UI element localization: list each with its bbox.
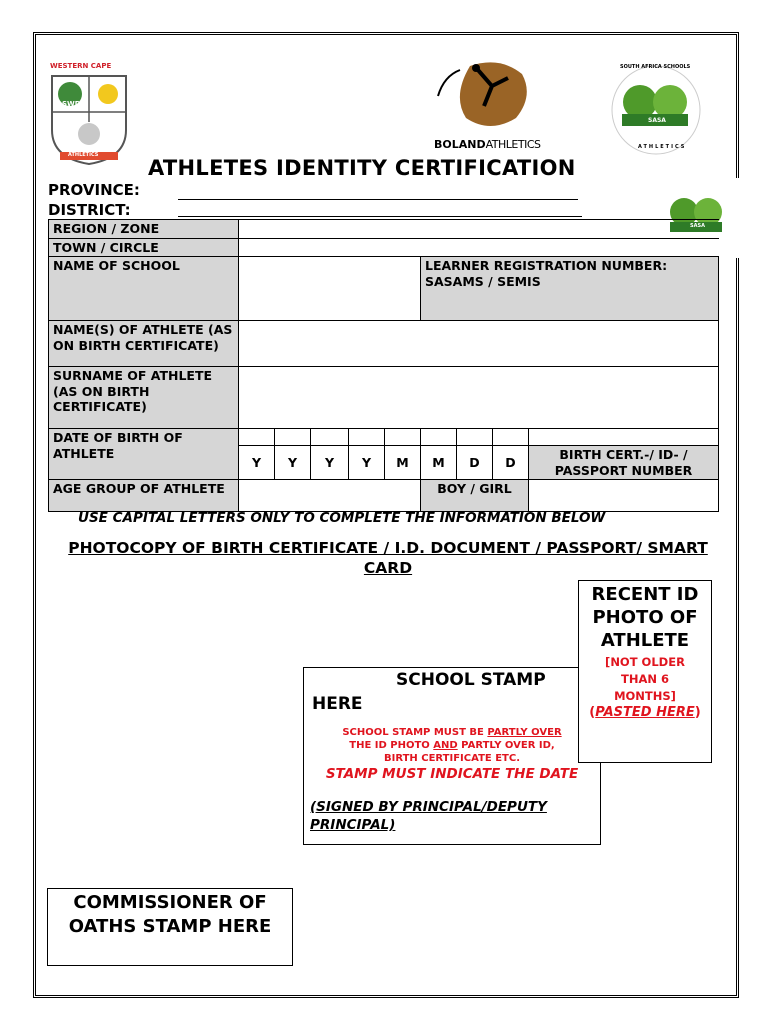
dob-blank[interactable] (421, 429, 457, 446)
district-label: DISTRICT: (48, 201, 131, 219)
dob-digit[interactable]: Y (311, 446, 349, 480)
athlete-form-table (48, 219, 719, 512)
dob-digit[interactable]: D (457, 446, 493, 480)
athlete-surname-field[interactable] (239, 367, 719, 429)
dob-blank[interactable] (239, 429, 275, 446)
id-photo-pasted-note: (PASTED HERE) (589, 705, 701, 720)
commissioner-stamp-label: COMMISSIONER OF OATHS STAMP HERE (68, 892, 272, 937)
sasa-logo-small: SASA (650, 178, 742, 258)
western-cape-logo: WESTERN CAPE SWD ATHLETICS (46, 62, 134, 162)
dob-digit[interactable]: M (385, 446, 421, 480)
dob-digit[interactable]: M (421, 446, 457, 480)
dob-digit[interactable]: Y (275, 446, 311, 480)
school-name-label: NAME OF SCHOOL (49, 257, 239, 321)
table-row (49, 480, 719, 512)
dob-blank[interactable] (275, 429, 311, 446)
gender-field[interactable] (529, 480, 719, 512)
photocopy-title: PHOTOCOPY OF BIRTH CERTIFICATE / I.D. DOCUMENT / PASSPORT/ SMART CARD (68, 539, 708, 577)
town-circle-label: TOWN / CIRCLE (49, 238, 239, 257)
sasa-logo: SOUTH AFRICA SCHOOLS SASA ATHLETICS (604, 62, 708, 158)
dob-blank[interactable] (385, 429, 421, 446)
table-row (49, 238, 719, 257)
dob-digit[interactable]: D (493, 446, 529, 480)
stamp-signed-note: (SIGNED BY PRINCIPAL/DEPUTY PRINCIPAL) (310, 799, 547, 833)
gender-label: BOY / GIRL (421, 480, 529, 512)
age-group-label: AGE GROUP OF ATHLETE (49, 480, 239, 512)
school-stamp-title: SCHOOL STAMP (396, 670, 546, 690)
dob-blank[interactable] (349, 429, 385, 446)
dob-blank[interactable] (493, 429, 529, 446)
dob-blank[interactable] (311, 429, 349, 446)
athlete-names-label: NAME(S) OF ATHLETE (AS ON BIRTH CERTIFICATE) (49, 321, 239, 367)
athlete-names-field[interactable] (239, 321, 719, 367)
commissioner-stamp-box[interactable] (47, 888, 293, 966)
town-circle-field[interactable] (239, 238, 719, 257)
district-line[interactable] (178, 216, 582, 217)
table-row (49, 220, 719, 239)
id-photo-age-note: [NOT OLDER THAN 6 MONTHS] (605, 655, 685, 703)
athlete-surname-label: SURNAME OF ATHLETE (AS ON BIRTH CERTIFICATE) (49, 367, 239, 429)
table-row (49, 429, 719, 446)
dob-digit[interactable]: Y (239, 446, 275, 480)
dob-digit[interactable]: Y (349, 446, 385, 480)
school-stamp-here: HERE (312, 694, 363, 714)
boland-leaf-graphic (430, 56, 540, 136)
table-row (49, 321, 719, 367)
learner-registration-label: LEARNER REGISTRATION NUMBER: SASAMS / SEMIS (421, 257, 719, 321)
region-zone-label: REGION / ZONE (49, 220, 239, 239)
capital-letters-note: USE CAPITAL LETTERS ONLY TO COMPLETE THE INFORMATION BELOW (78, 510, 606, 526)
dob-label: DATE OF BIRTH OF ATHLETE (49, 429, 239, 480)
table-row (49, 367, 719, 429)
page-title: ATHLETES IDENTITY CERTIFICATION (148, 156, 576, 180)
id-number-field[interactable] (529, 429, 719, 446)
id-photo-title: RECENT ID PHOTO OF ATHLETE (591, 584, 699, 651)
stamp-instruction: SCHOOL STAMP MUST BE PARTLY OVER THE ID PHOTO AND PARTLY OVER ID, BIRTH CERTIFICATE ETC. (342, 727, 562, 764)
region-zone-field[interactable] (239, 220, 719, 239)
boland-athletics-logo: BOLANDATHLETICS (430, 56, 540, 156)
id-photo-box[interactable] (578, 580, 712, 763)
school-name-field[interactable] (239, 257, 421, 321)
dob-blank[interactable] (457, 429, 493, 446)
table-row (49, 257, 719, 321)
province-label: PROVINCE: (48, 181, 140, 199)
birth-cert-label: BIRTH CERT.-/ ID- / PASSPORT NUMBER (529, 446, 719, 480)
stamp-date-note: STAMP MUST INDICATE THE DATE (325, 766, 579, 782)
school-stamp-box[interactable] (303, 667, 601, 845)
province-line[interactable] (178, 199, 578, 200)
age-group-field[interactable] (239, 480, 421, 512)
